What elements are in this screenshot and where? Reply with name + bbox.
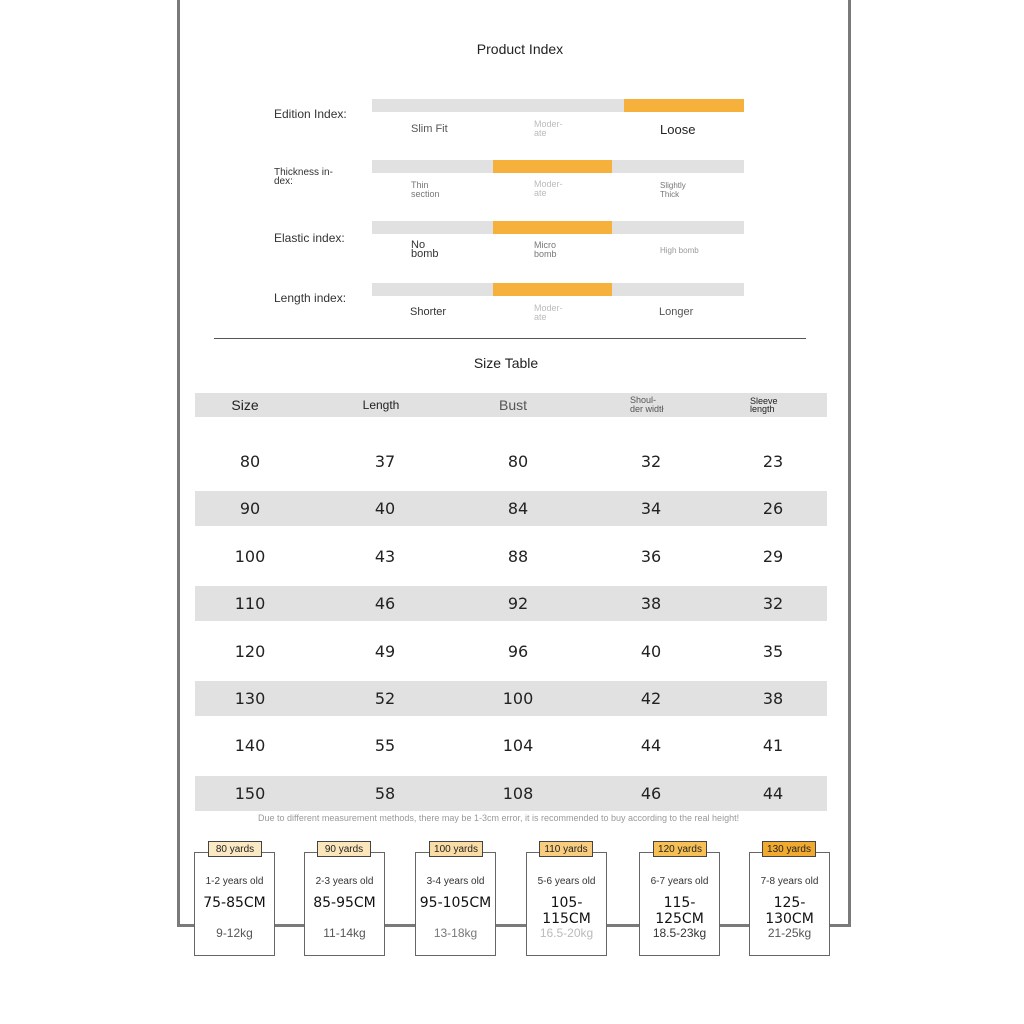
- card-weight: 11-14kg: [323, 926, 366, 940]
- card-weight: 18.5-23kg: [652, 926, 707, 940]
- table-cell: 38: [762, 688, 784, 708]
- table-cell: 80: [239, 452, 261, 471]
- table-row: [195, 776, 827, 811]
- table-cell: 38: [640, 594, 662, 614]
- table-cell: 40: [640, 641, 662, 661]
- table-row: [195, 586, 827, 621]
- index-option: Slightly Thick: [660, 181, 686, 199]
- table-cell: 37: [374, 452, 396, 471]
- table-cell: 34: [640, 499, 662, 519]
- index-option: Thin section: [411, 180, 440, 199]
- size-table-title: Size Table: [473, 355, 539, 371]
- card-weight: 13-18kg: [433, 926, 478, 940]
- table-cell: 46: [640, 783, 662, 803]
- table-cell: 42: [640, 688, 662, 708]
- index-option-selected: Loose: [660, 122, 696, 137]
- header-sleeve-length: Sleeve length: [750, 396, 778, 414]
- header-size: Size: [231, 397, 259, 413]
- card-age: 1-2 years old: [205, 876, 264, 887]
- card-age: 3-4 years old: [426, 876, 485, 887]
- index-bar-fill: [624, 99, 744, 112]
- index-bar-fill: [493, 283, 612, 296]
- table-cell: 35: [762, 641, 784, 661]
- table-cell: 110: [234, 594, 266, 614]
- table-cell: 108: [502, 783, 534, 803]
- size-tag: 110 yards: [539, 841, 593, 857]
- table-cell: 29: [762, 546, 784, 566]
- index-option: Micro bomb: [534, 240, 557, 259]
- size-table: [195, 393, 827, 811]
- table-cell: 90: [239, 499, 261, 519]
- table-cell: 84: [507, 499, 529, 519]
- table-row: [195, 444, 827, 479]
- size-card: [639, 852, 720, 956]
- index-option: Longer: [659, 306, 694, 318]
- table-cell: 46: [374, 594, 396, 614]
- table-row: [195, 539, 827, 574]
- card-age: 7-8 years old: [760, 876, 819, 887]
- table-cell: 26: [762, 499, 784, 519]
- header-shoulder-width: Shoul- der widtł: [630, 395, 664, 414]
- table-cell: 32: [640, 452, 662, 471]
- section-divider: [214, 338, 806, 339]
- table-row: [195, 634, 827, 669]
- card-weight: 9-12kg: [216, 926, 253, 940]
- size-card: [194, 852, 275, 956]
- index-label: Thickness in- dex:: [274, 167, 333, 187]
- table-cell: 80: [507, 452, 529, 471]
- size-tag: 100 yards: [429, 841, 483, 857]
- table-row: [195, 491, 827, 526]
- card-height: 95-105CM: [419, 895, 492, 911]
- index-bar: [372, 160, 744, 173]
- table-row: [195, 728, 827, 763]
- index-label: Length index:: [274, 291, 347, 305]
- card-height: 85-95CM: [313, 895, 376, 911]
- index-option: Moder- ate: [534, 303, 563, 322]
- card-age: 2-3 years old: [315, 876, 374, 887]
- table-cell: 43: [374, 546, 396, 566]
- index-bar: [372, 283, 744, 296]
- table-cell: 55: [374, 736, 396, 756]
- index-option: Moder- ate: [534, 119, 563, 138]
- size-tag: 120 yards: [653, 841, 707, 857]
- size-table-header: [195, 393, 827, 417]
- table-cell: 140: [234, 736, 266, 756]
- size-card: [304, 852, 385, 956]
- measurement-note: Due to different measurement methods, there may be 1-3cm error, it is recommended to buy according to the real height!: [258, 813, 740, 823]
- table-cell: 150: [234, 783, 266, 803]
- index-bar-fill: [493, 221, 612, 234]
- table-cell: 23: [762, 452, 784, 471]
- card-weight: 16.5-20kg: [539, 926, 594, 940]
- table-cell: 36: [640, 546, 662, 566]
- card-age: 6-7 years old: [650, 876, 709, 887]
- size-card: [415, 852, 496, 956]
- table-cell: 32: [762, 594, 784, 614]
- table-cell: 130: [234, 688, 266, 708]
- table-cell: 44: [762, 783, 784, 803]
- table-cell: 104: [502, 736, 534, 756]
- card-age: 5-6 years old: [537, 876, 596, 887]
- index-label: Elastic index:: [274, 231, 345, 245]
- table-cell: 88: [507, 546, 529, 566]
- table-cell: 100: [234, 546, 266, 566]
- index-option: No bomb: [411, 239, 439, 260]
- size-card: [526, 852, 607, 956]
- index-bar: [372, 99, 744, 112]
- index-label: Edition Index:: [274, 107, 347, 121]
- table-cell: 49: [374, 641, 396, 661]
- table-cell: 44: [640, 736, 662, 756]
- header-bust: Bust: [498, 397, 527, 413]
- index-option: Shorter: [410, 306, 447, 318]
- size-tag: 130 yards: [762, 841, 816, 857]
- size-table-body: [195, 444, 827, 811]
- card-height: 105-115CM: [542, 895, 591, 927]
- size-tag: 90 yards: [317, 841, 371, 857]
- index-bar-fill: [493, 160, 612, 173]
- card-height: 125-130CM: [765, 895, 814, 927]
- index-option: Slim Fit: [411, 123, 448, 135]
- table-cell: 40: [374, 499, 396, 519]
- index-option: Moder- ate: [534, 179, 563, 198]
- table-cell: 41: [762, 736, 784, 756]
- table-cell: 120: [234, 641, 266, 661]
- product-index-title: Product Index: [476, 41, 564, 57]
- card-height: 115-125CM: [655, 895, 704, 927]
- table-cell: 96: [507, 641, 529, 661]
- index-option: High bomb: [660, 246, 699, 255]
- header-length: Length: [362, 398, 400, 412]
- card-height: 75-85CM: [203, 895, 266, 911]
- table-row: [195, 681, 827, 716]
- index-bar: [372, 221, 744, 234]
- table-cell: 100: [502, 688, 534, 708]
- size-tag: 80 yards: [208, 841, 262, 857]
- size-card: [749, 852, 830, 956]
- table-cell: 58: [374, 783, 396, 803]
- table-cell: 92: [507, 594, 529, 614]
- table-cell: 52: [374, 688, 396, 708]
- card-weight: 21-25kg: [767, 926, 812, 940]
